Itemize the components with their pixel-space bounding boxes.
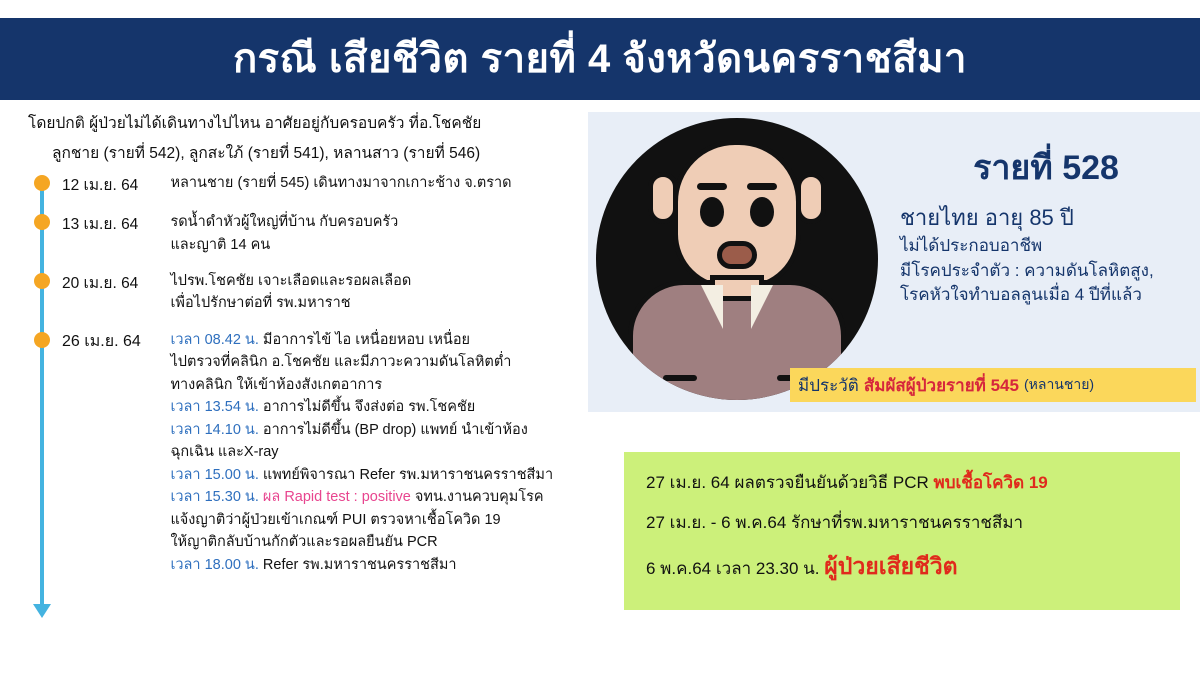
outcome-highlight: พบเชื้อโควิด 19 bbox=[933, 473, 1048, 492]
timeline-detail-line: รดน้ำดำหัวผู้ใหญ่ที่บ้าน กับครอบครัว bbox=[170, 214, 399, 231]
timeline-sub-entry bbox=[170, 396, 570, 418]
timeline-detail bbox=[170, 270, 570, 315]
timeline-text-tail: จทน.งานควบคุมโรค bbox=[414, 489, 544, 506]
timeline-item bbox=[28, 329, 588, 576]
timeline-time: เวลา 15.30 น. bbox=[170, 489, 259, 506]
timeline-detail-line: หลานชาย (รายที่ 545) เดินทางมาจากเกาะช้าง จ.ตราด bbox=[170, 175, 512, 192]
timeline-date: 12 เม.ย. 64 bbox=[62, 177, 139, 195]
eye-right-icon bbox=[750, 197, 774, 227]
timeline-text: อาการไม่ดีขึ้น (BP drop) แพทย์ นำเข้าห้อง bbox=[262, 421, 528, 438]
timeline-detail bbox=[170, 329, 570, 576]
timeline-text: ฉุกเฉิน และX-ray bbox=[170, 444, 279, 461]
outcome-row bbox=[646, 470, 1160, 496]
outcome-text: เวลา 23.30 น. bbox=[715, 559, 820, 578]
patient-condition-2: โรคหัวใจทำบอลลูนเมื่อ 4 ปีที่แล้ว bbox=[900, 285, 1142, 305]
timeline-item bbox=[28, 270, 588, 315]
timeline-arrow-icon bbox=[33, 604, 51, 618]
timeline-detail bbox=[170, 172, 570, 194]
mouth-icon bbox=[717, 241, 757, 269]
eyebrow-right-icon bbox=[747, 183, 777, 190]
timeline-sub-entry bbox=[170, 441, 570, 463]
timeline-dot-icon bbox=[34, 332, 50, 348]
timeline-time: เวลา 13.54 น. bbox=[170, 399, 259, 416]
timeline bbox=[28, 172, 588, 576]
timeline-detail-line: เพื่อไปรักษาต่อที่ รพ.มหาราช bbox=[170, 295, 351, 312]
timeline-sub-entry bbox=[170, 509, 570, 531]
timeline-sub-entry bbox=[170, 531, 570, 553]
timeline-sub-entry bbox=[170, 464, 570, 486]
face-icon bbox=[673, 140, 801, 290]
timeline-text: แจ้งญาติว่าผู้ป่วยเข้าเกณฑ์ PUI ตรวจหาเชื้อโควิด 19 bbox=[170, 511, 501, 528]
outcome-row bbox=[646, 549, 1160, 584]
eye-left-icon bbox=[700, 197, 724, 227]
ear-left-icon bbox=[648, 172, 678, 224]
timeline-detail-line: และญาติ 14 คน bbox=[170, 236, 271, 253]
timeline-sub-entry bbox=[170, 351, 570, 373]
timeline-time: เวลา 15.00 น. bbox=[170, 466, 259, 483]
intro-line-1: โดยปกติ ผู้ป่วยไม่ได้เดินทางไปไหน อาศัยอยู่กับครอบครัว ที่อ.โชคชัย bbox=[28, 115, 482, 132]
timeline-detail-line: ไปรพ.โชคชัย เจาะเลือดและรอผลเลือด bbox=[170, 272, 412, 289]
timeline-sub-entry bbox=[170, 486, 570, 508]
timeline-text: ทางคลินิก ให้เข้าห้องสังเกตอาการ bbox=[170, 376, 383, 393]
collar-right-icon bbox=[751, 285, 773, 329]
pocket-left-icon bbox=[663, 375, 697, 381]
timeline-date: 26 เม.ย. 64 bbox=[62, 332, 141, 350]
timeline-text-highlight: ผล Rapid test : positive bbox=[262, 489, 411, 506]
outcome-date: 27 เม.ย. - 6 พ.ค.64 bbox=[646, 512, 787, 532]
timeline-sub-entry bbox=[170, 329, 570, 351]
page-title: กรณี เสียชีวิต รายที่ 4 จังหวัดนครราชสีมา bbox=[232, 37, 968, 81]
timeline-text: ให้ญาติกลับบ้านกักตัวและรอผลยืนยัน PCR bbox=[170, 534, 438, 551]
timeline-dot-icon bbox=[34, 214, 50, 230]
timeline-text: ไปตรวจที่คลินิก อ.โชคชัย และมีภาวะความดันโลหิตต่ำ bbox=[170, 354, 512, 371]
patient-condition: มีโรคประจำตัว : ความดันโลหิตสูง, bbox=[900, 260, 1154, 280]
timeline-text: มีอาการไข้ ไอ เหนื่อยหอบ เหนื่อย bbox=[262, 331, 471, 348]
portrait-circle bbox=[596, 118, 878, 400]
outcome-text: ผลตรวจยืนยันด้วยวิธี PCR bbox=[734, 473, 929, 492]
case-number: รายที่ 528 bbox=[973, 149, 1119, 187]
contact-highlight: สัมผัสผู้ป่วยรายที่ 545 bbox=[863, 375, 1019, 395]
outcome-row bbox=[646, 510, 1160, 536]
timeline-text: แพทย์พิจารณา Refer รพ.มหาราชนครราชสีมา bbox=[262, 466, 554, 483]
timeline-time: เวลา 08.42 น. bbox=[170, 331, 259, 348]
contact-prefix: มีประวัติ bbox=[798, 375, 859, 395]
timeline-date: 13 เม.ย. 64 bbox=[62, 216, 139, 234]
timeline-item bbox=[28, 211, 588, 256]
ear-right-icon bbox=[796, 172, 826, 224]
intro-line-2: ลูกชาย (รายที่ 542), ลูกสะใภ้ (รายที่ 541), หลานสาว (รายที่ 546) bbox=[52, 145, 481, 163]
outcome-box bbox=[624, 452, 1180, 610]
outcome-date: 6 พ.ค.64 bbox=[646, 559, 712, 578]
patient-portrait bbox=[596, 118, 888, 410]
timeline-sub-entry bbox=[170, 419, 570, 441]
timeline-dot-icon bbox=[34, 273, 50, 289]
timeline-item bbox=[28, 172, 588, 197]
timeline-dot-icon bbox=[34, 175, 50, 191]
contact-suffix: (หลานชาย) bbox=[1023, 376, 1095, 392]
collar-left-icon bbox=[701, 285, 723, 329]
eyebrow-left-icon bbox=[697, 183, 727, 190]
timeline-date: 20 เม.ย. 64 bbox=[62, 274, 139, 292]
contact-history-badge bbox=[790, 368, 1196, 402]
timeline-sub-entry bbox=[170, 554, 570, 576]
timeline-detail bbox=[170, 211, 570, 256]
patient-sex-age: ชายไทย อายุ 85 ปี bbox=[900, 205, 1074, 230]
timeline-text: Refer รพ.มหาราชนครราชสีมา bbox=[262, 556, 457, 573]
patient-info bbox=[900, 140, 1192, 308]
timeline-text: อาการไม่ดีขึ้น จึงส่งต่อ รพ.โชคชัย bbox=[262, 399, 476, 416]
timeline-section bbox=[28, 112, 588, 664]
outcome-highlight: ผู้ป่วยเสียชีวิต bbox=[824, 553, 958, 579]
timeline-time: เวลา 18.00 น. bbox=[170, 556, 259, 573]
header-banner bbox=[0, 18, 1200, 100]
timeline-sub-entry bbox=[170, 374, 570, 396]
timeline-time: เวลา 14.10 น. bbox=[170, 421, 259, 438]
outcome-date: 27 เม.ย. 64 bbox=[646, 473, 730, 492]
patient-occupation: ไม่ได้ประกอบอาชีพ bbox=[900, 235, 1043, 255]
outcome-text: รักษาที่รพ.มหาราชนครราชสีมา bbox=[791, 512, 1024, 532]
